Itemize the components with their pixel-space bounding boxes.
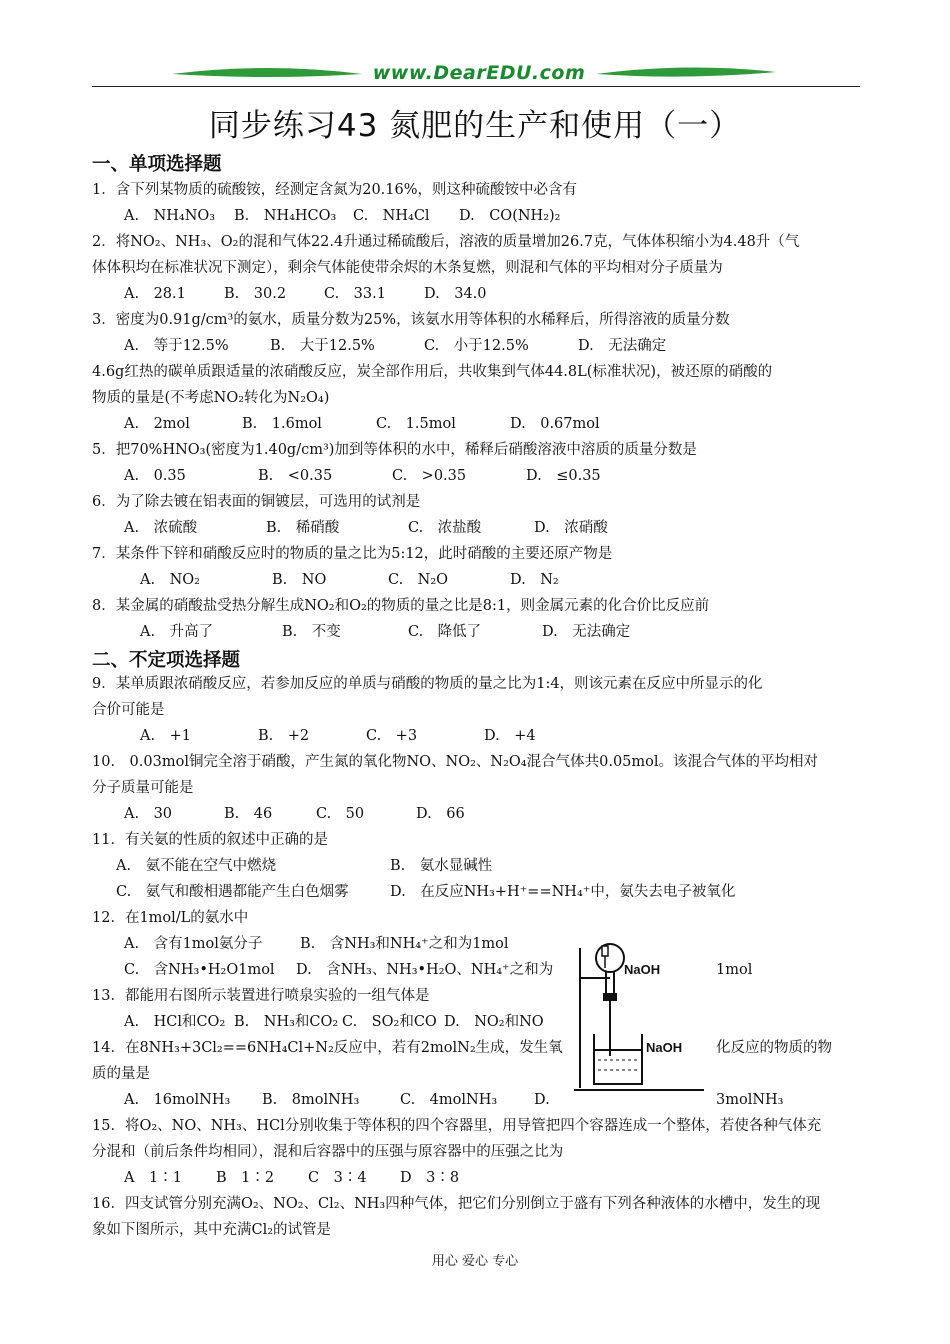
q15-option-c: C 3∶4 [308,1170,367,1186]
q9-option-c: C. +3 [366,728,418,744]
q14-stem-tail: 化反应的物质的物 [716,1040,832,1056]
q12-option-a: A. 含有1mol氨分子 [124,936,263,952]
q8-stem: 8．某金属的硝酸盐受热分解生成NO₂和O₂的物质的量之比是8:1，则金属元素的化合价比反应前 [92,598,710,614]
q1-option-d: D. CO(NH₂)₂ [459,208,561,224]
page-footer: 用心 爱心 专心 [431,1254,519,1269]
q11-option-c: C. 氨气和酸相遇都能产生白色烟雾 [116,884,349,900]
q12-option-d-tail: 1mol [716,962,753,978]
q15-stem-2: 分混和（前后条件均相同），混和后容器中的压强与原容器中的压强之比为 [92,1144,564,1160]
q12-option-d: D. 含NH₃、NH₃•H₂O、NH₄⁺之和为 [296,962,554,978]
q2-option-a: A. 28.1 [124,286,186,302]
q4-stem-2: 物质的量是(不考虑NO₂转化为N₂O₄) [92,390,330,406]
q13-stem: 13．都能用右图所示装置进行喷泉实验的一组气体是 [92,988,430,1004]
q10-option-b: B. 46 [224,806,273,822]
q7-option-a: A. NO₂ [140,572,200,588]
site-url[interactable]: www.DearEDU.com [372,62,586,84]
q5-option-a: A. 0.35 [124,468,186,484]
q6-option-c: C. 浓盐酸 [408,520,482,536]
q10-option-c: C. 50 [316,806,365,822]
apparatus-flask [596,944,624,1056]
q5-option-d: D. ≤0.35 [526,468,601,484]
q14-stem-2: 质的量是 [92,1066,150,1082]
q6-option-b: B. 稀硝酸 [266,520,340,536]
section-heading-2: 二、不定项选择题 [92,650,241,671]
q3-stem: 3．密度为0.91g/cm³的氨水，质量分数为25%，该氨水用等体积的水稀释后，所得溶液的质量分数 [92,312,730,328]
naoh-label-bottom: NaOH [646,1040,683,1055]
q3-option-a: A. 等于12.5% [124,338,229,354]
q2-option-b: B. 30.2 [224,286,287,302]
q9-option-d: D. +4 [484,728,536,744]
q1-option-c: C. NH₄Cl [353,208,430,224]
q1-option-b: B. NH₄HCO₃ [234,208,337,224]
q13-option-c: C. SO₂和CO [342,1014,437,1030]
q9-stem: 9．某单质跟浓硝酸反应，若参加反应的单质与硝酸的物质的量之比为1:4，则该元素在反应中所显示的化 [92,676,763,692]
q14-option-a: A. 16molNH₃ [124,1092,231,1108]
q4-option-d: D. 0.67mol [510,416,600,432]
q1-stem: 1．含下列某物质的硫酸铵，经测定含氮为20.16%，则这种硫酸铵中必含有 [92,182,578,198]
q6-option-d: D. 浓硝酸 [534,520,608,536]
q3-option-c: C. 小于12.5% [424,338,529,354]
q14-option-c: C. 4molNH₃ [400,1092,498,1108]
q3-option-d: D. 无法确定 [578,338,667,354]
q12-option-b: B. 含NH₃和NH₄⁺之和为1mol [300,936,509,952]
header-leaf-left [172,66,362,80]
q7-stem: 7．某条件下锌和硝酸反应时的物质的量之比为5:12，此时硝酸的主要还原产物是 [92,546,613,562]
q11-option-a: A. 氨不能在空气中燃烧 [116,858,277,874]
q14-option-d: D. [534,1092,550,1108]
q11-option-d: D. 在反应NH₃+H⁺==NH₄⁺中，氨失去电子被氧化 [390,884,736,900]
q15-option-a: A 1∶1 [124,1170,182,1186]
q9-option-a: A. +1 [140,728,191,744]
header-rule [92,86,860,87]
q6-option-a: A. 浓硫酸 [124,520,198,536]
q5-option-c: C. >0.35 [392,468,467,484]
section-heading-1: 一、单项选择题 [92,154,222,175]
q10-option-d: D. 66 [416,806,465,822]
q8-option-a: A. 升高了 [140,624,214,640]
q8-option-c: C. 降低了 [408,624,482,640]
q2-stem: 2．将NO₂、NH₃、O₂的混和气体22.4升通过稀硫酸后，溶液的质量增加26.7克，气体体积缩小为4.48升（气 [92,234,800,250]
naoh-label-top: NaOH [624,962,661,977]
header-leaf-right [596,66,776,80]
q2-option-c: C. 33.1 [324,286,386,302]
apparatus-beaker [594,1034,642,1084]
q7-option-d: D. N₂ [510,572,559,588]
q13-option-d: D. NO₂和NO [444,1014,544,1030]
q14-option-d-value: 3molNH₃ [716,1092,784,1108]
q1-option-a: A. NH₄NO₃ [124,208,216,224]
q11-option-b: B. 氨水显碱性 [390,858,493,874]
q16-stem-2: 象如下图所示，其中充满Cl₂的试管是 [92,1222,332,1238]
page-title: 同步练习43 氮肥的生产和使用（一） [208,108,742,144]
q2-option-d: D. 34.0 [424,286,487,302]
q6-stem: 6．为了除去镀在铝表面的铜镀层，可选用的试剂是 [92,494,421,510]
q15-option-d: D 3∶8 [400,1170,460,1186]
q9-stem-2: 合价可能是 [92,702,165,718]
q5-stem: 5．把70%HNO₃(密度为1.40g/cm³)加到等体积的水中，稀释后硝酸溶液中溶质的质量分数是 [92,442,697,458]
q11-stem: 11．有关氨的性质的叙述中正确的是 [92,832,328,848]
q7-option-b: B. NO [272,572,327,588]
q12-stem: 12．在1mol/L的氨水中 [92,910,249,926]
q2-stem-2: 体体积均在标准状况下测定），剩余气体能使带余烬的木条复燃，则混和气体的平均相对分子质量为 [92,260,723,276]
q14-option-b: B. 8molNH₃ [262,1092,360,1108]
q13-option-b: B. NH₃和CO₂ [234,1014,339,1030]
q4-option-b: B. 1.6mol [242,416,322,432]
q4-stem: 4.6g红热的碳单质跟适量的浓硝酸反应，炭全部作用后，共收集到气体44.8L(标准状况)，被还原的硝酸的 [92,364,773,380]
q15-option-b: B 1∶2 [216,1170,275,1186]
q8-option-d: D. 无法确定 [542,624,631,640]
q14-stem: 14．在8NH₃+3Cl₂==6NH₄Cl+N₂反应中，若有2molN₂生成，发生氧 [92,1040,563,1056]
q7-option-c: C. N₂O [388,572,449,588]
q16-stem: 16．四支试管分别充满O₂、NO₂、Cl₂、NH₃四种气体，把它们分别倒立于盛有下列各种液体的水槽中，发生的现 [92,1196,821,1212]
q10-stem-2: 分子质量可能是 [92,780,194,796]
apparatus-dropper [602,946,608,968]
q8-option-b: B. 不变 [282,624,341,640]
q4-option-a: A. 2mol [124,416,190,432]
q15-stem: 15．将O₂、NO、NH₃、HCl分别收集于等体积的四个容器里，用导管把四个容器连成一个整体，若使各种气体充 [92,1118,822,1134]
q12-option-c: C. 含NH₃•H₂O1mol [124,962,275,978]
q13-option-a: A. HCl和CO₂ [124,1014,226,1030]
q5-option-b: B. <0.35 [258,468,333,484]
q10-stem: 10. 0.03mol铜完全溶于硝酸，产生氮的氧化物NO、NO₂、N₂O₄混合气体共0.05mol。该混合气体的平均相对 [92,754,819,770]
q10-option-a: A. 30 [124,806,173,822]
q4-option-c: C. 1.5mol [376,416,456,432]
fountain-apparatus-figure [572,938,714,1094]
q3-option-b: B. 大于12.5% [270,338,375,354]
q9-option-b: B. +2 [258,728,310,744]
